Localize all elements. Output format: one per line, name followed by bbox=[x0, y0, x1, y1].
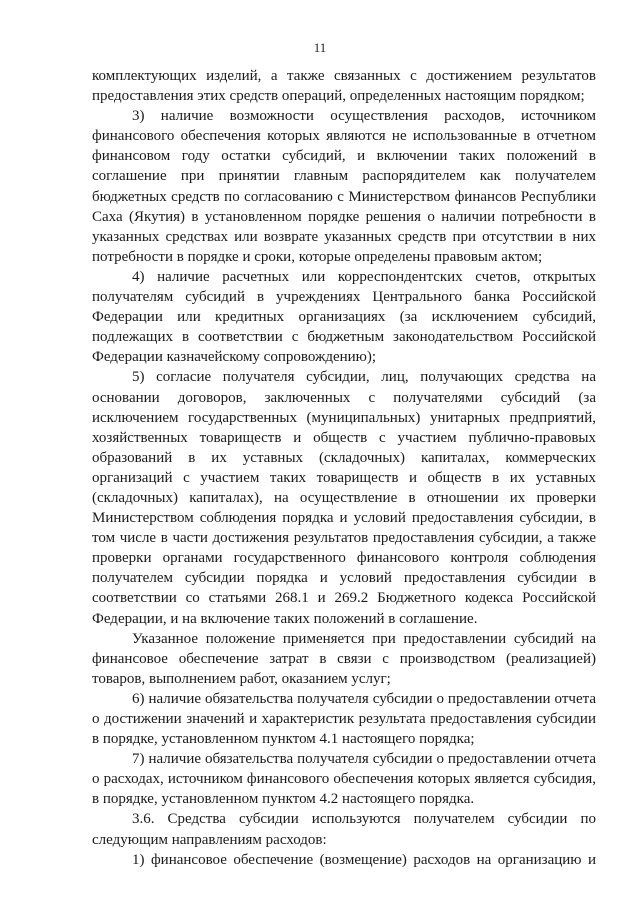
paragraph: Указанное положение применяется при предоставлении субсидий на финансовое обеспечение затрат в связи с производством (реализацией) товаров, выполнением работ, оказанием услуг; bbox=[92, 630, 596, 687]
paragraph: 3.6. Средства субсидии используются получателем субсидии по следующим направлениям расходов: bbox=[92, 811, 596, 848]
paragraph: 3) наличие возможности осуществления расходов, источником финансового обеспечения которых являются не использованные в отчетном финансовом году остатки субсидий, и включении таких положений в соглашение при принятии главным распорядителем как получателем бюджетных средств по согласованию с Министерством финансов Республики Саха (Якутия) в установленном порядке решения о наличии потребности в указанных средствах или возврате указанных средств при отсутствии в них потребности в порядке и сроки, которые определены правовым актом; bbox=[92, 108, 596, 265]
document-body bbox=[92, 66, 596, 870]
paragraph: 4) наличие расчетных или корреспондентских счетов, открытых получателям субсидий в учреждениях Центрального банка Российской Федерации или кредитных организациях (за исключением субсидий, подлежащих в соответствии с бюджетным законодательством Российской Федерации казначейскому сопровождению); bbox=[92, 268, 596, 366]
paragraph: 1) финансовое обеспечение (возмещение) расходов на организацию и bbox=[132, 851, 596, 868]
paragraph: 7) наличие обязательства получателя субсидии о предоставлении отчета о расходах, источником финансового обеспечения которых является субсидия, в порядке, установленном пунктом 4.2 настоящего порядка. bbox=[92, 751, 596, 808]
paragraph-continuation: комплектующих изделий, а также связанных с достижением результатов предоставления этих средств операций, определенных настоящим порядком; bbox=[92, 68, 596, 105]
page-number: 11 bbox=[313, 40, 327, 55]
paragraph: 6) наличие обязательства получателя субсидии о предоставлении отчета о достижении значений и характеристик результата предоставления субсидии в порядке, установленном пунктом 4.1 настоящего порядка; bbox=[92, 690, 596, 748]
paragraph: 5) согласие получателя субсидии, лиц, получающих средства на основании договоров, заключенных с получателями субсидий (за исключением государственных (муниципальных) унитарных предприятий, хозяйственных товариществ и обществ с участием публично-правовых образований в их уставных (складочных) капиталах, коммерческих организаций с участием таких товариществ и обществ в их уставных (складочных) капиталах), на осуществление в отношении их проверки Министерством соблюдения порядка и условий предоставления субсидии, в том числе в части достижения результатов предоставления субсидии, а также проверки органами государственного финансового контроля соблюдения получателем субсидии порядка и условий предоставления субсидии в соответствии со статьями 268.1 и 269.2 Бюджетного кодекса Российской Федерации, и на включение таких положений в соглашение. bbox=[92, 369, 596, 627]
